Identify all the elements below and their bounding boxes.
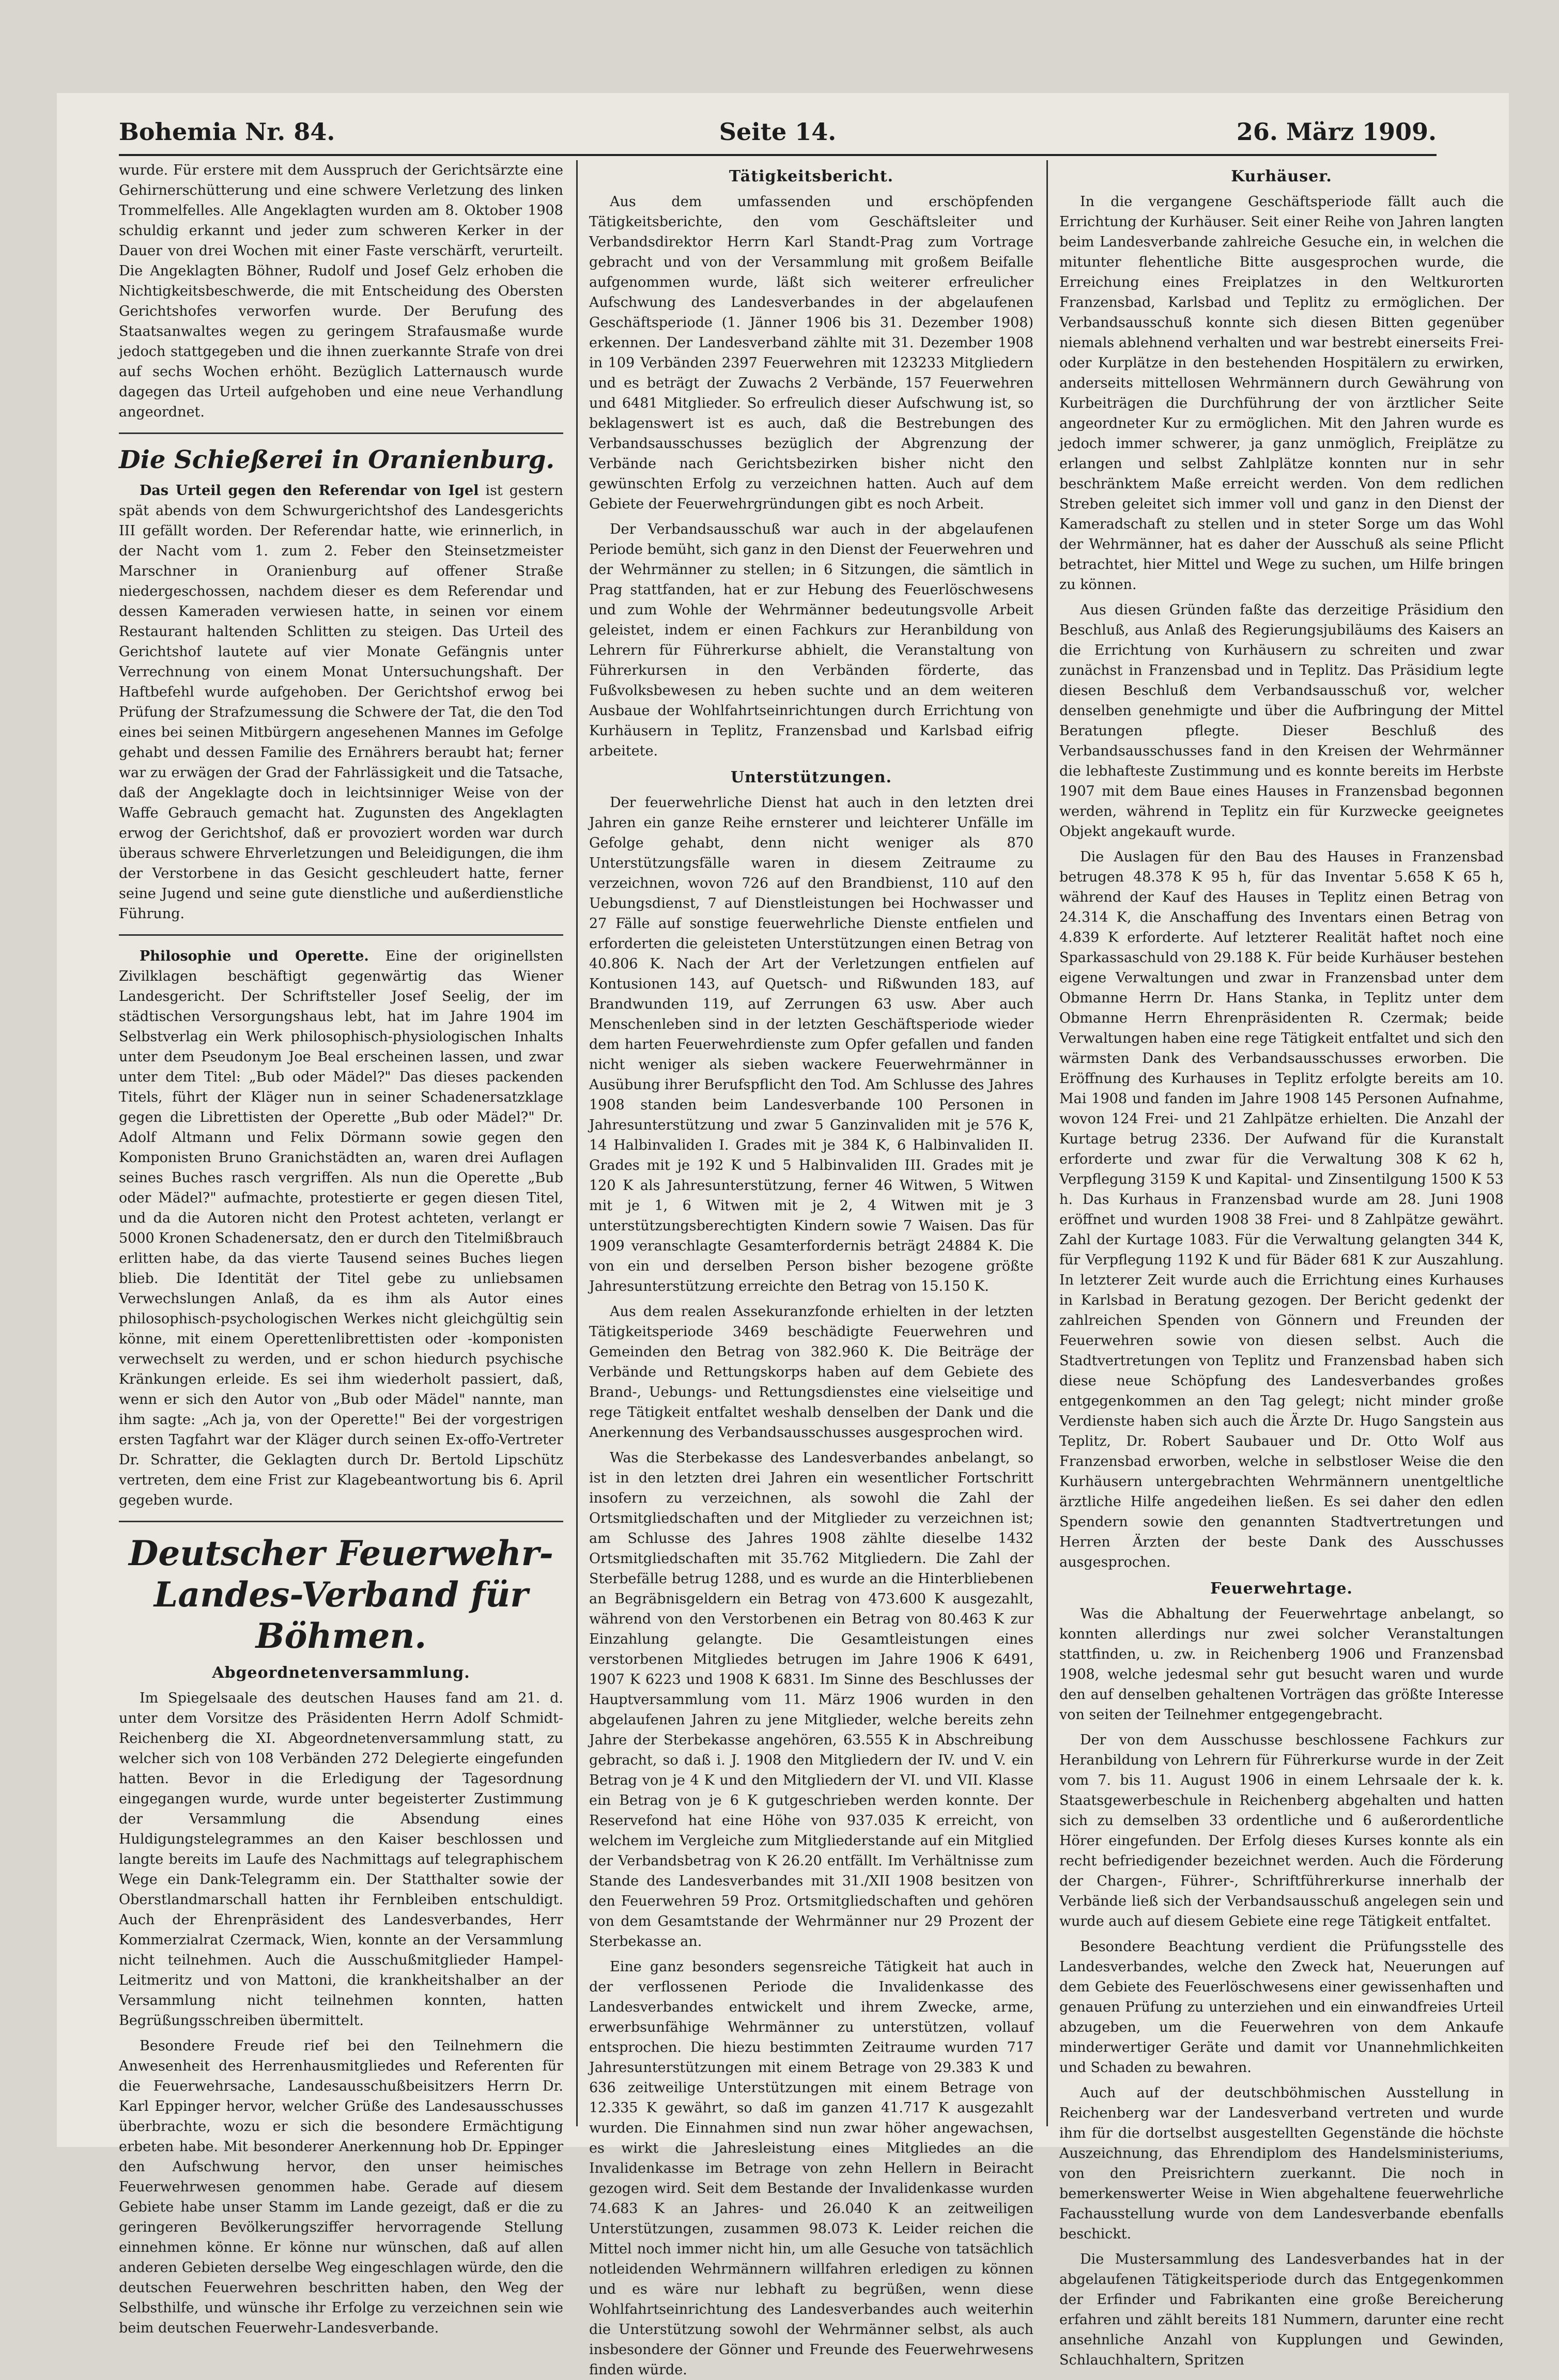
article-paragraph: Auch auf der deutschböhmischen Ausstellung in Reichenberg war der Landesverband vertreten und wurde ihm für die dortselbst ausgestellten Gegenstände die höchste Auszeichnung, das Ehrendiplom des Handelsministeriums, von den Preisrichtern zuerkannt. Die noch in bemerkenswerter Weise in Wien abgehaltene feuerwehrliche Fachausstellung wurde von dem Landesverbande ebenfalls beschickt. — [1059, 2085, 1504, 2242]
article-paragraph: ist gestern spät abends von dem Schwurgerichtshof des Landesgerichts III gefällt worden. Der Referendar hatte, wie erinnerlich, in der Nacht vom 1. zum 2. Feber den Steinsetzmeister Marschner in Oranienburg auf offener Straße niedergeschossen, nachdem dieser es dem Referendar und dessen Kameraden verwiesen hatte, in seinen vor einem Restaurant haltenden Schlitten zu steigen. Das Urteil des Gerichtshof lautete auf vier Monate Gefängnis unter Verrechnung von einem Monat Untersuchungshaft. Der Haftbefehl wurde aufgehoben. Der Gerichtshof erwog bei Prüfung der Strafzumessung die Schwere der Tat, die den Tod eines bei seinen Mitbürgern angesehenen Mannes im Gefolge gehabt und dessen Familie des Ernährers beraubt hat; ferner war zu erwägen der Grad der Fahrlässigkeit und die Tatsache, daß der Angeklagte doch in leichtsinniger Weise von der Waffe Gebrauch gemacht hat. Zugunsten des Angeklagten erwog der Gerichtshof, daß er provoziert worden war durch überaus schwere Ehrverletzungen und Beleidigungen, die ihm der Verstorbene in das Gesicht geschleudert hatte, ferner seine Jugend und seine gute dienstliche und außerdienstliche Führung. — [119, 483, 563, 922]
article-divider — [119, 432, 563, 434]
article-paragraph: Aus dem umfassenden und erschöpfenden Tätigkeitsberichte, den vom Geschäftsleiter und Verbandsdirektor Herrn Karl Standt-Prag zum Vortrage gebracht und von der Versammlung mit großem Beifalle aufgenommen wurde, läßt sich weiterer erfreulicher Aufschwung des Landesverbandes in der abgelaufenen Geschäftsperiode (1. Jänner 1906 bis 31. Dezember 1908) erkennen. Der Landesverband zählte mit 31. Dezember 1908 in 109 Verbänden 2397 Feuerwehren mit 123233 Mitgliedern und es beträgt der Zuwachs 2 Verbände, 157 Feuerwehren und 6481 Mitglieder. So erfreulich dieser Aufschwung ist, so beklagenswert ist es auch, daß die Bestrebungen des Verbandsausschusses bezüglich der Abgrenzung der Verbände nach Gerichtsbezirken bisher nicht den gewünschten Erfolg zu verzeichnen hatten. Auch auf dem Gebiete der Feuerwehrgründungen gibt es noch Arbeit. — [589, 194, 1033, 512]
column-3 — [1059, 160, 1504, 2368]
subheadline-unterstuetzungen: Unterstützungen. — [730, 768, 892, 786]
subheadline-taetigkeitsbericht: Tätigkeitsbericht. — [729, 167, 894, 186]
masthead — [119, 107, 1437, 156]
article-paragraph: Was die Sterbekasse des Landesverbandes anbelangt, so ist in den letzten drei Jahren ein wesentlicher Fortschritt insofern zu verzeichnen, als sowohl die Zahl der Ortsmitgliedschaften und der Mitglieder zu verzeichnen ist; am Schlusse des Jahres 1908 zählte dieselbe 1432 Ortsmitgliedschaften mit 35.762 Mitgliedern. Die Zahl der Sterbefälle betrug 1288, und es wurde an die Hinterbliebenen an Begräbnisgeldern ein Betrag von 473.600 K ausgezahlt, während von den Verstorbenen ein Betrag von 80.463 K zur Einzahlung gelangte. Die Gesamtleistungen eines verstorbenen Mitgliedes betrugen im Jahre 1906 K 6491, 1907 K 6223 und 1908 K 6831. Im Sinne des Beschlusses der Hauptversammlung vom 11. März 1906 wurden in den abgelaufenen Jahren zu jene Mitglieder, welche bereits zehn Jahre der Sterbekasse angehören, 63.555 K in Abschreibung gebracht, so daß i. J. 1908 den Mitgliedern der IV. und V. ein Betrag von je 4 K und den Mitgliedern der VI. und VII. Klasse ein Betrag von je 6 K gutgeschrieben werden konnte. Der Reservefond hat eine Höhe von 937.035 K erreicht, von welchem im Vergleiche zum Mitgliederstande auf ein Mitglied der Verbandsbetrag von K 26.20 entfällt. Im Verhältnisse zum Stande des Landesverbandes mit 31./XII 1908 besitzen von den Feuerwehren 59 Proz. Ortsmitgliedschaften und gehören von dem Gesamtstande der Wehrmänner nur 29 Prozent der Sterbekasse an. — [589, 1450, 1033, 1950]
masthead-page-number: Seite 14. — [719, 118, 837, 146]
column-rule — [576, 160, 578, 2126]
article-paragraph: Im Spiegelsaale des deutschen Hauses fand am 21. d. unter dem Vorsitze des Präsidenten Herrn Adolf Schmidt-Reichenberg die XI. Abgeordnetenversammlung statt, zu welcher sich von 108 Verbänden 272 Delegierte eingefunden hatten. Bevor in die Erledigung der Tagesordnung eingegangen wurde, wurde unter begeisterter Zustimmung der Versammlung die Absendung eines Huldigungstelegrammes an den Kaiser beschlossen und langte bereits im Laufe des Nachmittags auf telegraphischem Wege ein Dank-Telegramm ein. Der Statthalter sowie der Oberstlandmarschall hatten ihr Fernbleiben entschuldigt. Auch der Ehrenpräsident des Landesverbandes, Herr Kommerzialrat Czermack, Wien, konnte an der Versammlung nicht teilnehmen. Auch die Ausschußmitglieder Hampel-Leitmeritz und von Mattoni, die krankheitshalber an der Versammlung nicht teilnehmen konnten, hatten Begrüßungsschreiben übermittelt. — [119, 1690, 563, 2029]
article-divider — [119, 1521, 563, 1522]
masthead-issue: Bohemia Nr. 84. — [119, 118, 335, 146]
article-paragraph: Was die Abhaltung der Feuerwehrtage anbelangt, so konnten allerdings nur zwei solcher Veranstaltungen stattfinden, u. zw. in Reichenberg 1906 und Franzensbad 1908, welche jedesmal sehr gut besucht waren und wurde den auf denselben gehaltenen Vorträgen das größte Interesse von seiten der Teilnehmer entgegengebracht. — [1059, 1606, 1504, 1723]
article-paragraph: wurde. Für erstere mit dem Ausspruch der Gerichtsärzte eine Gehirnerschütterung und eine schwere Verletzung des linken Trommelfelles. Alle Angeklagten wurden am 8. Oktober 1908 schuldig erkannt und jeder zum schweren Kerker in der Dauer von drei Wochen mit einer Faste verschärft, verurteilt. Die Angeklagten Böhner, Rudolf und Josef Gelz erhoben die Nichtigkeitsbeschwerde, die mit Entscheidung des Obersten Gerichtshofes verworfen wurde. Der Berufung des Staatsanwaltes wegen zu geringem Strafausmaße wurde jedoch stattgegeben und die ihnen zuerkannte Strafe von drei auf sechs Wochen erhöht. Bezüglich Latternausch wurde dagegen das Urteil aufgehoben und eine neue Verhandlung angeordnet. — [119, 162, 563, 420]
article-paragraph: Besondere Beachtung verdient die Prüfungsstelle des Landesverbandes, welche den Zweck hat, Neuerungen auf dem Gebiete des Feuerlöschwesens einer gewissenhaften und genauen Prüfung zu unterziehen und ein einwandfreies Urteil abzugeben, um die Feuerwehren von dem Ankaufe minderwertiger Geräte und damit vor Unannehmlichkeiten und Schaden zu bewahren. — [1059, 1939, 1504, 2076]
article-paragraph: Die Auslagen für den Bau des Hauses in Franzensbad betrugen 48.378 K 95 h, für das Inventar 5.658 K 65 h, während der Kauf des Hauses in Teplitz einen Betrag von 24.314 K, die Anschaffung des Inventars einen Betrag von 4.839 K erforderte. Auf letzterer Realität haftet noch eine Sparkassaschuld von 29.188 K. Für beide Kurhäuser bestehen eigene Verwaltungen und zwar in Franzensbad unter dem Obmanne Herrn Dr. Hans Stanka, in Teplitz unter dem Obmanne Herrn Ehrenpräsidenten R. Czermak; beide Verwaltungen haben eine rege Tätigkeit entfaltet und sich den wärmsten Dank des Verbandsausschusses erworben. Die Eröffnung des Kurhauses in Teplitz erfolgte bereits am 10. Mai 1908 und fanden im Jahre 1908 145 Personen Aufnahme, wovon 124 Frei- und 21 Zahlpätze erhielten. Die Anzahl der Kurtage betrug 2336. Der Aufwand für die Kuranstalt erforderte und zwar für die Verwaltung 308 K 62 h, Verpflegung 3159 K und Kapital- und Zinsentilgung 1500 K 53 h. Das Kurhaus in Franzensbad wurde am 28. Juni 1908 eröffnet und wurden 1908 38 Frei- und 8 Zahlpätze gewährt. Zahl der Kurtage 1083. Für die Verwaltung gelangten 344 K, für Verpflegung 1192 K und für Bäder 681 K zur Auszahlung. In letzterer Zeit wurde auch die Errichtung eines Kurhauses in Karlsbad in Beratung gezogen. Der Bericht gedenkt der zahlreichen Spenden von Gönnern und Freunden der Feuerwehren sowie von diesen selbst. Auch die Stadtvertretungen von Teplitz und Franzensbad haben sich diese neue Schöpfung des Landesverbandes großes entgegenkommen an den Tag gelegt; nicht minder große Verdienste haben sich auch die Ärzte Dr. Hugo Sangstein aus Teplitz, Dr. Robert Saubauer und Dr. Otto Wolf aus Franzensbad erworben, welche in selbstloser Weise die den Kurhäusern untergebrachten Wehrmännern unentgeltliche ärztliche Hilfe angedeihen ließen. Es sei daher den edlen Spendern sowie den genannten Stadtvertretungen und Herren Ärzten der beste Dank des Ausschusses ausgesprochen. — [1059, 849, 1504, 1570]
newspaper-page — [57, 93, 1509, 2378]
subheadline-feuerwehrtage: Feuerwehrtage. — [1210, 1580, 1353, 1598]
article-divider — [119, 934, 563, 936]
subheadline-kurhaeuser: Kurhäuser. — [1231, 167, 1332, 186]
subheadline-abgeordnetenversammlung: Abgeordnetenversammlung. — [212, 1664, 470, 1682]
article-paragraph: Der Verbandsausschuß war auch in der abgelaufenen Periode bemüht, sich ganz in den Dienst der Feuerwehren und der Wehrmänner zu stellen; in 6 Sitzungen, die sämtlich in Prag stattfanden, hat er zur Hebung des Feuerlöschwesens und zum Wohle der Wehrmänner bedeutungsvolle Arbeit geleistet, indem er einen Fachkurs zur Heranbildung von Lehrern für Führerkurse abhielt, die Veranstaltung von Führerkursen in den Verbänden förderte, das Fußvolksbewesen zu heben suchte und an dem weiteren Ausbaue der Wohlfahrtseinrichtungen durch Errichtung von Kurhäusern in Teplitz, Franzensbad und Karlsbad eifrig arbeitete. — [589, 521, 1033, 759]
column-2 — [589, 160, 1033, 2378]
article-paragraph: Die Mustersammlung des Landesverbandes hat in der abgelaufenen Tätigkeitsperiode durch das Entgegenkommen der Erfinder und Fabrikanten eine große Bereicherung erfahren und zählt bereits 181 Nummern, darunter eine recht ansehnliche Anzahl von Kupplungen und Gewinden, Schlauchhaltern, Spritzen — [1059, 2251, 1504, 2368]
article-paragraph: Eine der originellsten Zivilklagen beschäftigt gegenwärtig das Wiener Landesgericht. Der Schriftsteller Josef Seelig, der im städtischen Versorgungshaus lebt, hat im Jahre 1904 im Selbstverlag ein Werk philosophisch-physiologischen Inhalts unter dem Pseudonym Joe Beal erscheinen lassen, und zwar unter dem Titel: „Bub oder Mädel?" Das dieses packenden Titels, führt der Kläger nun in seiner Schadenersatzklage gegen die Librettisten der Operette „Bub oder Mädel?" Dr. Adolf Altmann und Felix Dörmann sowie gegen den Komponisten Bruno Granichstädten an, waren drei Auflagen seines Buches rasch vergriffen. Als nun die Operette „Bub oder Mädel?" aufmachte, protestierte er gegen diesen Titel, und da die Autoren nicht den Protest achteten, verlangt er 5000 Kronen Schadenersatz, den er durch den Titelmißbrauch erlitten habe, da das vierte Tausend seines Buches liegen blieb. Die Identität der Titel gebe zu unliebsamen Verwechslungen Anlaß, da es ihm als Autor eines philosophisch-psychologischen Werkes nicht gleichgültig sein könne, mit einem Operettenlibrettisten oder -komponisten verwechselt zu werden, und er schon hiedurch psychische Kränkungen erleide. Es sei ihm wiederholt passiert, daß, wenn er sich den Autor von „Bub oder Mädel" nannte, man ihm sagte: „Ach ja, von der Operette!" Bei der vorgestrigen ersten Tagfahrt war der Kläger durch seinen Ex-offo-Vertreter Dr. Schratter, die Geklagten durch Dr. Bertold Lipschütz vertreten, dem eine Frist zur Klagebeantwortung bis 6. April gegeben wurde. — [119, 948, 563, 1508]
article-paragraph: Aus diesen Gründen faßte das derzeitige Präsidium den Beschluß, aus Anlaß des Regierungsjubiläums des Kaisers an die Errichtung von Kurhäusern zu schreiten und zwar zunächst in Franzensbad und in Teplitz. Das Präsidium legte diesen Beschluß dem Verbandsausschuß vor, welcher denselben genehmigte und über die Aufbringung der Mittel Beratungen pflegte. Dieser Beschluß des Verbandsausschusses fand in den Kreisen der Wehrmänner die lebhafteste Zustimmung und es konnte bereits im Herbste 1907 mit dem Baue eines Hauses in Franzensbad begonnen werden, während in Teplitz ein für Kurzwecke geeignetes Objekt angekauft wurde. — [1059, 602, 1504, 840]
lead-in: Philosophie und Operette. — [140, 948, 369, 964]
article-paragraph: Aus dem realen Assekuranzfonde erhielten in der letzten Tätigkeitsperiode 3469 beschädigte Feuerwehren und Gemeinden den Betrag von 382.960 K. Die Beiträge der Verbände und Rettungskorps haben auf dem Gebiete des Brand-, Uebungs- und Rettungsdienstes eine vielseitige und rege Tätigkeit entfaltet weshalb denselben der Dank und die Anerkennung des Verbandsausschusses ausgesprochen wird. — [589, 1304, 1033, 1441]
masthead-date: 26. März 1909. — [1236, 118, 1437, 146]
article-paragraph: Eine ganz besonders segensreiche Tätigkeit hat auch in der verflossenen Periode die Invalidenkasse des Landesverbandes entwickelt und ihrem Zwecke, arme, erwerbsunfähige Wehrmänner zu unterstützen, vollauf entsprochen. Die hiezu bestimmten Zeitraume wurden 717 Jahresunterstützungen mit einem Betrage von 29.383 K und 636 zeitweilige Unterstützungen mit einem Betrage von 12.335 K gewährt, so daß im ganzen 41.717 K ausgezahlt wurden. Die Einnahmen sind nun zwar höher angewachsen, es wirkt die Jahresleistung eines Mitgliedes an die Invalidenkasse im Betrage von zehn Hellern in Beiracht gezogen wird. Seit dem Bestande der Invalidenkasse wurden 74.683 K an Jahres- und 26.040 K an zeitweiligen Unterstützungen, zusammen 98.073 K. Leider reichen die Mittel noch immer nicht hin, um alle Gesuche von tatsächlich notleidenden Wehrmännern willfahren erledigen zu können und es wäre nur lebhaft zu begrüßen, wenn diese Wohlfahrtseinrichtung des Landesverbandes auch weiterhin die Unterstützung sowohl der Wehrmänner selbst, als auch insbesondere der Gönner und Freunde des Feuerwehrwesens finden würde. — [589, 1959, 1033, 2378]
article-paragraph: Der feuerwehrliche Dienst hat auch in den letzten drei Jahren ein ganze Reihe ernsterer und leichterer Unfälle im Gefolge gehabt, denn nicht weniger als 870 Unterstützungsfälle waren in diesem Zeitraume zu verzeichnen, wovon 726 auf den Brandbienst, 110 auf den Uebungsdienst, 7 auf Dienstleistungen bei Hochwasser und 27 Fälle auf sonstige feuerwehrliche Dienste entfielen und erforderten die geleisteten Unterstützungen einen Betrag von 40.806 K. Nach der Art der Verletzungen entfielen auf Kontusionen 143, auf Quetsch- und Rißwunden 183, auf Brandwunden 119, auf Zerrungen 63 usw. Aber auch Menschenleben sind in der letzten Geschäftsperiode wieder dem harten Feuerwehrdienste zum Opfer gefallen und fanden nicht weniger als sieben wackere Feuerwehrmänner in Ausübung ihrer Berufspflicht den Tod. Am Schlusse des Jahres 1908 standen beim Landesverbande 100 Personen in Jahresunterstützung und zwar 5 Ganzinvaliden mit je 576 K, 14 Halbinvaliden I. Grades mit je 384 K, 6 Halbinvaliden II. Grades mit je 192 K und 5 Halbinvaliden III. Grades mit je 120 K als Jahresunterstützung, ferner 46 Witwen, 5 Witwen mit je 1, 6 Witwen mit je 2, 4 Witwen mit je 3 unterstützungsberechtigten Kindern sowie 7 Waisen. Das für 1909 veranschlagte Gesamterfordernis beträgt 24884 K. Die von ein und derselben Person bisher bezogene größte Jahresunterstützung erreichte den Betrag von 15.150 K. — [589, 795, 1033, 1294]
article-paragraph: In die vergangene Geschäftsperiode fällt auch die Errichtung der Kurhäuser. Seit einer Reihe von Jahren langten beim Landesverbande zahlreiche Gesuche ein, in welchen die mitunter flehentliche Bitte ausgesprochen wurde, die Erreichung eines Freiplatzes in den Weltkurorten Franzensbad, Karlsbad und Teplitz zu ermöglichen. Der Verbandsausschuß konnte sich diesen Bitten gegenüber niemals ablehnend verhalten und war bestrebt einerseits Frei- oder Kurplätze in den bestehenden Hospitälern zu erwirken, anderseits mittellosen Wehrmännern durch Gewährung von Kurbeiträgen die Durchführung der von ärztlicher Seite angeordneter Kur zu ermöglichen. Mit den Jahren wurde es jedoch immer schwerer, ja ganz unmöglich, Freiplätze zu erlangen und selbst Zahlplätze konnten nur in sehr beschränktem Maße erreicht werden. Von dem redlichen Streben geleitet sich immer voll und ganz in den Dienst der Kameradschaft zu stellen und in steter Sorge um das Wohl der Wehrmänner, hat es daher der Ausschuß als seine Pflicht betrachtet, hier Mittel und Wege zu suchen, um Hilfe bringen zu können. — [1059, 194, 1504, 593]
article-paragraph: Besondere Freude rief bei den Teilnehmern die Anwesenheit des Herrenhausmitgliedes und Referenten für die Feuerwehrsache, Landesausschußbeisitzers Herrn Dr. Karl Eppinger hervor, welcher Grüße des Landesausschusses überbrachte, wozu er sich die besondere Ermächtigung erbeten habe. Mit besonderer Anerkennung hob Dr. Eppinger den Aufschwung hervor, den unser heimisches Feuerwehrwesen genommen habe. Gerade auf diesem Gebiete habe unser Stamm im Lande gezeigt, daß er die zu geringeren Bevölkerungsziffer hervorragende Stellung einnehmen könne. Er könne nur wünschen, daß auf allen anderen Gebieten derselbe Weg eingeschlagen würde, den die deutschen Feuerwehren beschritten haben, den Weg der Selbsthilfe, und wünsche ihr Erfolge zu verzeichnen sein wie beim deutschen Feuerwehr-Landesverbande. — [119, 2038, 563, 2336]
article-paragraph: Der von dem Ausschusse beschlossene Fachkurs zur Heranbildung von Lehrern für Führerkurse wurde in der Zeit vom 7. bis 11. August 1906 in einem Lehrsaale der k. k. Staatsgewerbeschule in Reichenberg abgehalten und hatten sich zu demselben 33 ordentliche und 6 außerordentliche Hörer eingefunden. Der Erfolg dieses Kurses konnte als ein recht befriedigender bezeichnet werden. Auch die Förderung der Chargen-, Führer-, Schriftführerkurse innerhalb der Verbände ließ sich der Verbandsausschuß angelegen sein und wurde auch auf diesem Gebiete eine rege Tätigkeit entfaltet. — [1059, 1732, 1504, 1929]
lead-in: Das Urteil gegen den Referendar von Igel — [140, 483, 479, 499]
headline-feuerwehr-verband: Deutscher Feuerwehr-Landes-Verband für Böhmen. — [129, 1533, 553, 1656]
column-1 — [119, 160, 563, 2336]
column-rule — [1046, 160, 1048, 2126]
headline-schiesserei: Die Schießerei in Oranienburg. — [119, 445, 555, 474]
